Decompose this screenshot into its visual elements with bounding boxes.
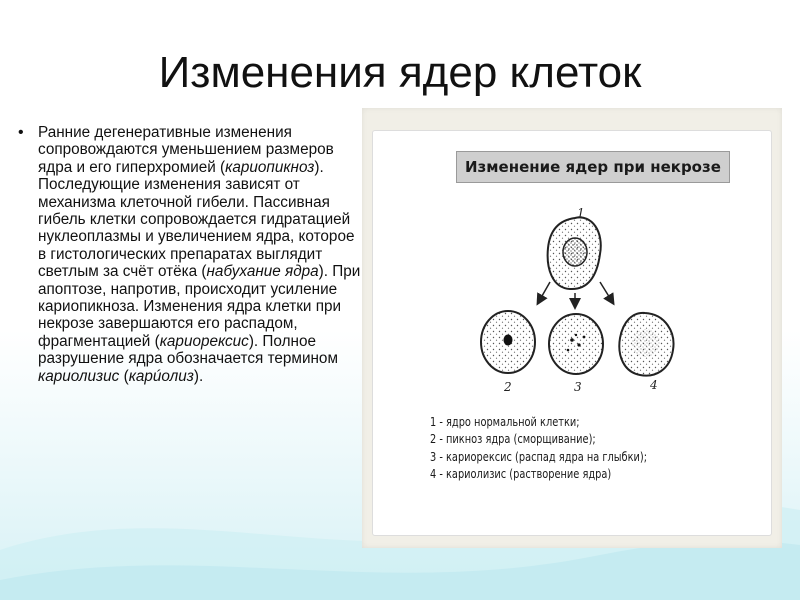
cell-1-normal [548, 217, 601, 289]
slide-title: Изменения ядер клеток [158, 48, 642, 97]
text-segment: ). Полное разрушение ядра обозначается термином [38, 332, 338, 368]
legend-item: 3 - кариорексис (распад ядра на глыбки); [430, 448, 648, 464]
legend-item: 4 - кариолизис (растворение ядра) [430, 466, 612, 482]
term-italic: кариолизис [38, 367, 120, 385]
text-segment: ). [193, 367, 204, 385]
cell-label-4: 4 [650, 378, 658, 392]
legend-item: 1 - ядро нормальной клетки; [430, 414, 580, 429]
legend-item: 2 - пикноз ядра (сморщивание); [430, 431, 596, 447]
text-segment: ( [119, 367, 129, 385]
arrow-1-to-4 [600, 282, 613, 303]
term-italic: карúолиз [128, 367, 194, 385]
term-italic: кариорексис [159, 332, 249, 350]
cell-4-karyolysis [619, 313, 673, 376]
text-segment: Ранние дегенеративные изменения сопровождаются уменьшением размеров ядра и его гиперхромией ( [38, 124, 334, 176]
cell-3-karyorrhexis [549, 314, 603, 374]
text-segment: ). Последующие изменения зависят от механизма клеточной гибели. Пассивная гибель клетки сопровождается гидратацией нуклеоплазмы и увеличением ядра, которое в гистологических препаратах выглядит светлым за счёт отёка ( [38, 158, 355, 281]
bullet-marker: • [18, 124, 24, 141]
term-italic: набухание ядра [206, 263, 319, 281]
cell-label-3: 3 [574, 380, 582, 394]
figure-legend [430, 413, 730, 483]
term-italic: кариопикноз [225, 158, 315, 176]
figure-heading: Изменение ядер при некрозе [456, 151, 730, 183]
text-segment: ). При апоптозе, напротив, происходит усиление кариопикноза. Изменения ядра клетки при некрозе завершаются его распадом, фрагментацией ( [38, 263, 361, 350]
cell-label-2: 2 [504, 380, 512, 394]
cell-2-pyknosis [481, 311, 535, 373]
arrow-1-to-2 [538, 282, 550, 303]
cell-label-1: 1 [577, 206, 585, 220]
